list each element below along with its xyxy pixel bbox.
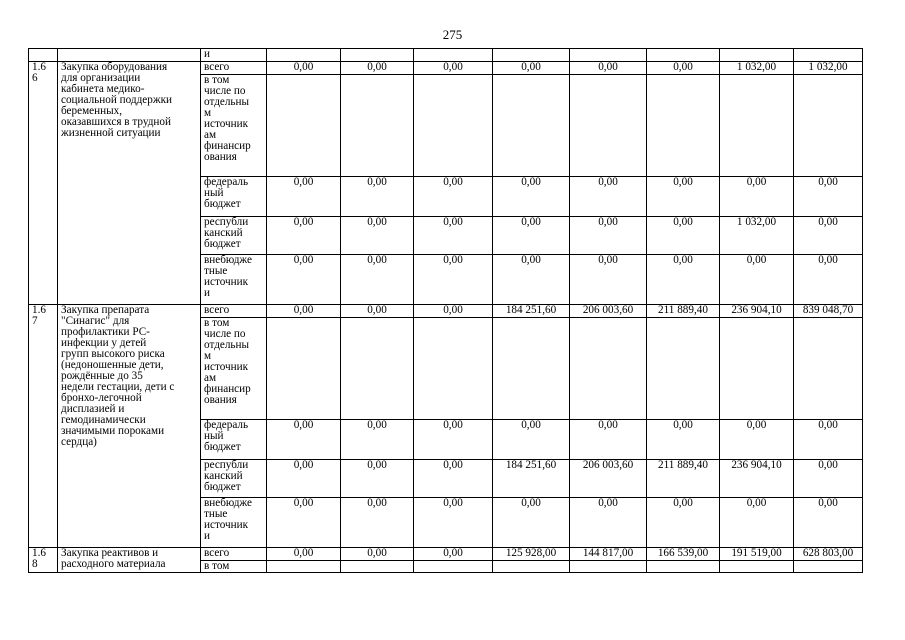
amount-cell <box>570 318 647 420</box>
amount-cell: 236 904,10 <box>720 305 794 318</box>
amount-cell: 0,00 <box>794 420 863 460</box>
amount-cell: 0,00 <box>341 548 414 561</box>
amount-cell: 0,00 <box>341 498 414 548</box>
amount-cell <box>794 75 863 177</box>
amount-cell <box>414 561 493 573</box>
amount-cell <box>647 318 720 420</box>
amount-cell: 0,00 <box>267 420 341 460</box>
amount-cell: 0,00 <box>414 177 493 217</box>
amount-cell: 0,00 <box>414 255 493 305</box>
amount-cell: 0,00 <box>720 498 794 548</box>
amount-cell: 0,00 <box>570 62 647 75</box>
amount-cell: 0,00 <box>414 498 493 548</box>
amount-cell <box>720 561 794 573</box>
item-code: 1.6 7 <box>29 305 58 548</box>
amount-cell: 0,00 <box>267 305 341 318</box>
amount-cell: 0,00 <box>341 420 414 460</box>
amount-cell: 0,00 <box>267 217 341 255</box>
amount-cell <box>647 75 720 177</box>
amount-cell: 0,00 <box>794 217 863 255</box>
amount-cell: 0,00 <box>267 177 341 217</box>
amount-cell: 0,00 <box>647 62 720 75</box>
funding-source: внебюдже тные источник и <box>201 255 267 305</box>
item-code <box>29 49 58 62</box>
table-row <box>29 49 863 62</box>
amount-cell: 0,00 <box>341 217 414 255</box>
amount-cell: 0,00 <box>341 255 414 305</box>
amount-cell: 0,00 <box>647 498 720 548</box>
funding-source: и <box>201 49 267 62</box>
funding-source: республи канский бюджет <box>201 460 267 498</box>
amount-cell: 0,00 <box>647 420 720 460</box>
amount-cell: 0,00 <box>341 177 414 217</box>
amount-cell <box>570 49 647 62</box>
amount-cell: 0,00 <box>794 460 863 498</box>
amount-cell: 0,00 <box>493 255 570 305</box>
funding-source: федераль ный бюджет <box>201 420 267 460</box>
funding-source: в том числе по отдельны м источник ам финансир ования <box>201 318 267 420</box>
page-number: 275 <box>442 27 463 42</box>
amount-cell: 0,00 <box>647 255 720 305</box>
amount-cell: 0,00 <box>341 460 414 498</box>
amount-cell: 0,00 <box>493 217 570 255</box>
amount-cell <box>493 49 570 62</box>
amount-cell: 191 519,00 <box>720 548 794 561</box>
amount-cell: 0,00 <box>493 62 570 75</box>
amount-cell <box>414 318 493 420</box>
amount-cell <box>647 561 720 573</box>
funding-source: всего <box>201 305 267 318</box>
amount-cell <box>341 561 414 573</box>
funding-source: всего <box>201 548 267 561</box>
amount-cell: 0,00 <box>570 255 647 305</box>
amount-cell: 0,00 <box>570 177 647 217</box>
amount-cell: 184 251,60 <box>493 460 570 498</box>
amount-cell <box>570 561 647 573</box>
amount-cell <box>493 75 570 177</box>
amount-cell: 0,00 <box>570 498 647 548</box>
amount-cell: 0,00 <box>414 305 493 318</box>
amount-cell: 839 048,70 <box>794 305 863 318</box>
amount-cell: 0,00 <box>414 548 493 561</box>
amount-cell: 1 032,00 <box>720 62 794 75</box>
amount-cell <box>570 75 647 177</box>
amount-cell <box>720 75 794 177</box>
amount-cell: 1 032,00 <box>794 62 863 75</box>
amount-cell: 0,00 <box>267 548 341 561</box>
budget-table <box>28 48 863 573</box>
table-row <box>29 62 863 75</box>
item-name: Закупка препарата "Синагис" для профилактики РС- инфекции у детей групп высокого риска (недоношенные дети, рождённые до 35 недели гестации, дети с бронхо-легочной дисплазией и гемодинамически значимыми пороками сердца) <box>58 305 201 548</box>
amount-cell: 0,00 <box>267 498 341 548</box>
amount-cell: 0,00 <box>267 255 341 305</box>
amount-cell: 0,00 <box>414 62 493 75</box>
amount-cell <box>414 49 493 62</box>
funding-source: в том числе по отдельны м источник ам финансир ования <box>201 75 267 177</box>
amount-cell <box>267 75 341 177</box>
amount-cell: 0,00 <box>414 420 493 460</box>
amount-cell: 0,00 <box>341 305 414 318</box>
amount-cell: 1 032,00 <box>720 217 794 255</box>
amount-cell: 0,00 <box>647 217 720 255</box>
amount-cell <box>493 561 570 573</box>
amount-cell: 206 003,60 <box>570 305 647 318</box>
amount-cell: 236 904,10 <box>720 460 794 498</box>
amount-cell: 125 928,00 <box>493 548 570 561</box>
funding-source: внебюдже тные источник и <box>201 498 267 548</box>
table-row <box>29 548 863 561</box>
amount-cell <box>794 49 863 62</box>
amount-cell: 211 889,40 <box>647 305 720 318</box>
amount-cell <box>341 49 414 62</box>
amount-cell <box>794 561 863 573</box>
amount-cell: 211 889,40 <box>647 460 720 498</box>
amount-cell <box>267 318 341 420</box>
item-name <box>58 49 201 62</box>
amount-cell: 206 003,60 <box>570 460 647 498</box>
funding-source: в том <box>201 561 267 573</box>
item-name: Закупка оборудования для организации кабинета медико- социальной поддержки беременных, оказавшихся в трудной жизненной ситуации <box>58 62 201 305</box>
table-row <box>29 305 863 318</box>
amount-cell: 0,00 <box>647 177 720 217</box>
amount-cell: 0,00 <box>794 255 863 305</box>
item-name: Закупка реактивов и расходного материала <box>58 548 201 573</box>
amount-cell: 0,00 <box>267 62 341 75</box>
item-code: 1.6 6 <box>29 62 58 305</box>
item-code: 1.6 8 <box>29 548 58 573</box>
amount-cell: 0,00 <box>570 217 647 255</box>
amount-cell <box>720 318 794 420</box>
amount-cell: 0,00 <box>341 62 414 75</box>
amount-cell: 0,00 <box>720 177 794 217</box>
amount-cell: 0,00 <box>414 217 493 255</box>
amount-cell: 144 817,00 <box>570 548 647 561</box>
amount-cell: 0,00 <box>794 177 863 217</box>
funding-source: республи канский бюджет <box>201 217 267 255</box>
amount-cell <box>267 561 341 573</box>
amount-cell <box>414 75 493 177</box>
amount-cell: 0,00 <box>493 420 570 460</box>
amount-cell <box>267 49 341 62</box>
amount-cell: 0,00 <box>493 177 570 217</box>
amount-cell <box>647 49 720 62</box>
amount-cell: 0,00 <box>570 420 647 460</box>
amount-cell: 0,00 <box>414 460 493 498</box>
amount-cell: 0,00 <box>267 460 341 498</box>
amount-cell: 0,00 <box>493 498 570 548</box>
amount-cell <box>720 49 794 62</box>
amount-cell: 628 803,00 <box>794 548 863 561</box>
amount-cell: 0,00 <box>720 255 794 305</box>
amount-cell: 166 539,00 <box>647 548 720 561</box>
amount-cell <box>341 318 414 420</box>
amount-cell <box>794 318 863 420</box>
amount-cell <box>493 318 570 420</box>
funding-source: федераль ный бюджет <box>201 177 267 217</box>
amount-cell: 184 251,60 <box>493 305 570 318</box>
amount-cell: 0,00 <box>720 420 794 460</box>
amount-cell: 0,00 <box>794 498 863 548</box>
amount-cell <box>341 75 414 177</box>
funding-source: всего <box>201 62 267 75</box>
